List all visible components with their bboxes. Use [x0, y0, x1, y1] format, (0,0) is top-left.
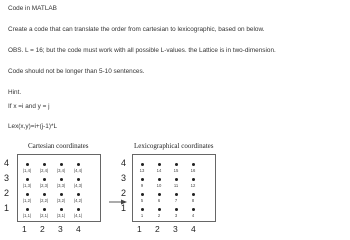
cartesian-point-label: (3,2) [56, 197, 66, 203]
cartesian-lattice-point [60, 178, 63, 181]
lexicographic-lattice-point [192, 163, 195, 166]
lexicographic-point-label: 2 [157, 212, 161, 218]
lexicographic-y-tick-4: 4 [121, 158, 127, 168]
cartesian-point-label: (4,2) [73, 197, 83, 203]
lexicographic-lattice-point [141, 178, 144, 181]
cartesian-point-label: (1,2) [22, 197, 32, 203]
hint-condition: If x =i and y = j [8, 103, 50, 110]
cartesian-lattice-point [26, 163, 29, 166]
cartesian-lattice-point [43, 193, 46, 196]
lexicographic-lattice-point [192, 208, 195, 211]
lexicographic-point-label: 6 [157, 197, 161, 203]
cartesian-y-tick-2: 2 [4, 188, 10, 198]
cartesian-point-label: (2,2) [39, 197, 49, 203]
hint-formula: Lex(x,y)=i+(j-1)*L [8, 123, 58, 130]
lexicographic-lattice-point [192, 178, 195, 181]
cartesian-point-label: (1,1) [22, 212, 32, 218]
cartesian-lattice-point [77, 193, 80, 196]
cartesian-point-label: (2,4) [39, 167, 49, 173]
cartesian-lattice-point [26, 208, 29, 211]
lexicographic-lattice-point [175, 208, 178, 211]
cartesian-point-label: (4,1) [73, 212, 83, 218]
cartesian-point-label: (2,3) [39, 182, 49, 188]
cartesian-point-label: (1,4) [22, 167, 32, 173]
cartesian-x-tick-4: 4 [76, 224, 81, 234]
lexicographic-x-tick-4: 4 [191, 224, 196, 234]
cartesian-lattice-point [77, 208, 80, 211]
obs-note: OBS. L = 16; but the code must work with all possible L-values. the Lattice is in two-dimension. [8, 47, 276, 54]
lexicographic-point-label: 14 [156, 167, 162, 173]
cartesian-lattice-point [43, 208, 46, 211]
cartesian-x-tick-1: 1 [22, 224, 27, 234]
lexicographic-lattice-point [158, 163, 161, 166]
cartesian-x-tick-2: 2 [40, 224, 45, 234]
lexicographic-point-label: 13 [139, 167, 145, 173]
cartesian-y-tick-4: 4 [4, 158, 10, 168]
lexicographic-point-label: 10 [156, 182, 162, 188]
lexicographic-lattice-point [175, 178, 178, 181]
lexicographic-lattice-point [141, 208, 144, 211]
cartesian-lattice-point [43, 178, 46, 181]
length-constraint: Code should not be longer than 5-10 sentences. [8, 68, 145, 75]
cartesian-y-tick-1: 1 [4, 203, 10, 213]
lexicographic-point-label: 5 [140, 197, 144, 203]
lexicographic-point-label: 12 [190, 182, 196, 188]
task-prompt: Create a code that can translate the order from cartesian to lexicographic, based on below. [8, 26, 265, 33]
hint-label: Hint. [8, 89, 22, 96]
cartesian-point-label: (3,3) [56, 182, 66, 188]
cartesian-figure-title: Cartesian coordinates [28, 142, 89, 150]
cartesian-lattice-point [26, 178, 29, 181]
lexicographic-point-label: 9 [140, 182, 144, 188]
cartesian-point-label: (3,1) [56, 212, 66, 218]
doc-title: Code in MATLAB [8, 5, 57, 12]
lexicographic-x-tick-1: 1 [137, 224, 142, 234]
cartesian-lattice-point [60, 208, 63, 211]
lexicographic-lattice-point [158, 193, 161, 196]
cartesian-lattice-point [60, 193, 63, 196]
lexicographic-y-tick-1: 1 [121, 203, 127, 213]
lexicographic-y-tick-3: 3 [121, 173, 127, 183]
cartesian-point-label: (2,1) [39, 212, 49, 218]
lexicographic-point-label: 15 [173, 167, 179, 173]
cartesian-point-label: (4,4) [73, 167, 83, 173]
cartesian-lattice-point [43, 163, 46, 166]
cartesian-lattice-point [77, 163, 80, 166]
lexicographic-point-label: 16 [190, 167, 196, 173]
lexicographic-lattice-point [141, 193, 144, 196]
lexicographic-lattice-point [175, 193, 178, 196]
lexicographic-point-label: 8 [191, 197, 195, 203]
lexicographic-x-tick-3: 3 [173, 224, 178, 234]
cartesian-point-label: (4,3) [73, 182, 83, 188]
lexicographic-x-tick-2: 2 [155, 224, 160, 234]
cartesian-lattice-point [60, 163, 63, 166]
cartesian-lattice-point [26, 193, 29, 196]
cartesian-point-label: (3,4) [56, 167, 66, 173]
lexicographic-lattice-point [141, 163, 144, 166]
lexicographic-point-label: 3 [174, 212, 178, 218]
lexicographic-point-label: 4 [191, 212, 195, 218]
lexicographic-lattice-point [192, 193, 195, 196]
cartesian-x-tick-3: 3 [58, 224, 63, 234]
cartesian-lattice-point [77, 178, 80, 181]
lexicographic-point-label: 11 [173, 182, 179, 188]
cartesian-point-label: (1,3) [22, 182, 32, 188]
lexicographic-figure-title: Lexicographical coordinates [134, 142, 214, 150]
lexicographic-point-label: 7 [174, 197, 178, 203]
lexicographic-lattice-point [158, 208, 161, 211]
lexicographic-lattice-point [175, 163, 178, 166]
lexicographic-y-tick-2: 2 [121, 188, 127, 198]
lexicographic-lattice-point [158, 178, 161, 181]
cartesian-y-tick-3: 3 [4, 173, 10, 183]
lexicographic-point-label: 1 [140, 212, 144, 218]
